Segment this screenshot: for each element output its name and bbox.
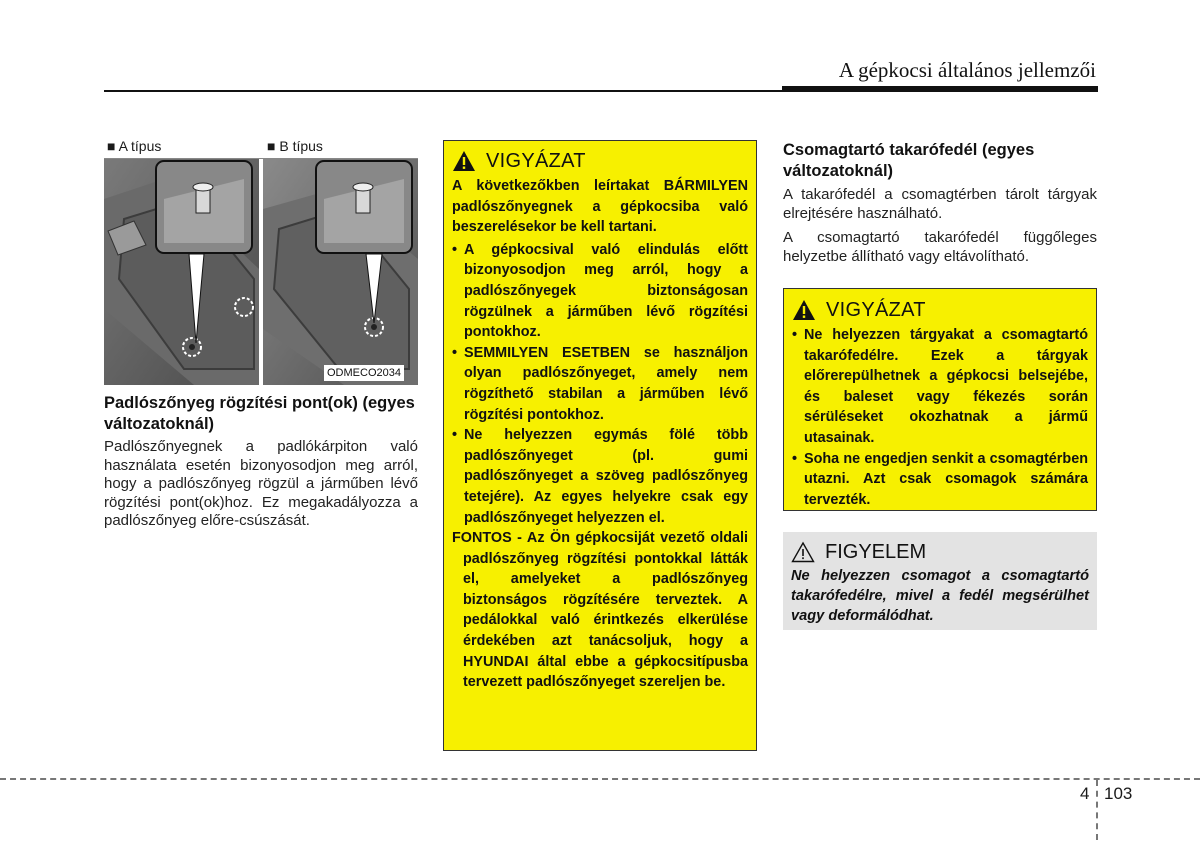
warning-intro: A következőkben leírtakat BÁRMILYEN padlószőnyegnek a gépkocsiba való beszerelésekor be kell tartani. — [452, 178, 748, 236]
cargo-cover-heading: Csomagtartó takarófedél (egyes változatoknál) — [783, 141, 1035, 180]
warning-bullet: • A gépkocsival való elindulás előtt bizonyosodjon meg arról, hogy a padlószőnyegek biztonságosan rögzülnek a járműben lévő rögzítési pontokhoz. — [452, 240, 748, 343]
warning-box-cargo-cover — [783, 288, 1097, 511]
page-number: 103 — [1104, 784, 1133, 803]
warning-content — [452, 176, 748, 693]
warning-important: FONTOS - Az Ön gépkocsiját vezető oldali padlószőnyeg rögzítési pontokkal látták el, amelyeket a padlószőnyeg biztonságos rögzítésére terveztek. A pedálokkal való érintkezés elkerülése érdekében azt tanácsoljuk, hogy a HYUNDAI által ebbe a gépkocsitípusba tervezett padlószőnyeget szereljen be. — [452, 530, 748, 691]
notice-box — [783, 532, 1097, 630]
warning-header — [452, 146, 748, 176]
cargo-cover-para1: A takarófedél a csomagtérben tárolt tárgyak elrejtésére használható. — [783, 186, 1097, 222]
page-header-title: A gépkocsi általános jellemzői — [838, 58, 1096, 82]
warning-box-floor-mat — [443, 140, 757, 751]
header-rule-thick — [782, 86, 1098, 92]
figure-code: ODMECO2034 — [324, 365, 404, 381]
notice-text: Ne helyezzen csomagot a csomagtartó takarófedélre, mivel a fedél megsérülhet vagy deformálódhat. — [791, 568, 1089, 624]
warning-bullet: • Soha ne engedjen senkit a csomagtérben utazni. Azt csak csomagok számára tervezték. — [792, 449, 1088, 511]
warning-content — [792, 325, 1088, 510]
warning-title: VIGYÁZAT — [826, 298, 926, 321]
warning-triangle-icon — [792, 299, 816, 321]
floor-mat-body: Padlószőnyegnek a padlókárpiton való használata esetén bizonyosodjon meg arról, hogy a padlószőnyeg rögzül a járműben lévő rögzítési pont(ok)hoz. Ez megakadályozza a padlószőnyeg előre-csúszását. — [104, 438, 418, 529]
figure-labels — [104, 138, 418, 158]
footer-divider — [0, 778, 1200, 780]
warning-bullet-text: Soha ne engedjen senkit a csomagtérben utazni. Azt csak csomagok számára tervezték. — [804, 450, 1088, 508]
warning-bullet: • Ne helyezzen egymás fölé több padlószőnyeget (pl. gumi padlószőnyeget a szöveg padlószőnyeg tetejére). Az egyes helyekre csak egy padlószőnyeget helyezzen el. — [452, 425, 748, 528]
notice-title: FIGYELEM — [825, 540, 927, 563]
notice-header — [791, 538, 1089, 566]
floor-mat-heading: Padlószőnyeg rögzítési pont(ok) (egyes változatoknál) — [104, 394, 415, 433]
footer-vertical-divider — [1096, 780, 1098, 840]
warning-bullet-text: SEMMILYEN ESETBEN se használjon olyan padlószőnyeget, amely nem rögzíthető stabilan a járműben lévő rögzítési pontokhoz. — [464, 344, 748, 423]
warning-bullet-text: Ne helyezzen egymás fölé több padlószőnyeget (pl. gumi padlószőnyeget a szöveg padlószőnyeg tetejére). Az egyes helyekre csak egy padlószőnyeget helyezzen el. — [464, 427, 748, 526]
floor-mat-illustration — [104, 159, 418, 385]
warning-header — [792, 295, 1088, 325]
chapter-number: 4 — [1080, 784, 1090, 803]
figure-label-b: ■ B típus — [267, 138, 323, 154]
figure-label-a: ■ A típus — [107, 138, 162, 154]
warning-title: VIGYÁZAT — [486, 149, 586, 172]
warning-bullet: • Ne helyezzen tárgyakat a csomagtartó takarófedélre. Ezek a tárgyak előrerepülhetnek a gépkocsi belsejébe, és baleset vagy fékezés során sérüléseket okozhatnak a jármű utasainak. — [792, 325, 1088, 449]
warning-bullet: • SEMMILYEN ESETBEN se használjon olyan padlószőnyeget, amely nem rögzíthető stabilan a járműben lévő rögzítési pontokhoz. — [452, 343, 748, 425]
warning-bullet-text: A gépkocsival való elindulás előtt bizonyosodjon meg arról, hogy a padlószőnyegek biztonságosan rögzülnek a járműben lévő rögzítési pontokhoz. — [464, 241, 748, 341]
header-rule — [104, 90, 782, 92]
cargo-cover-para2: A csomagtartó takarófedél függőleges helyzetbe állítható vagy eltávolítható. — [783, 229, 1097, 265]
warning-bullet-text: Ne helyezzen tárgyakat a csomagtartó takarófedélre. Ezek a tárgyak előrerepülhetnek a gépkocsi belsejébe, és baleset vagy fékezés során sérüléseket okozhatnak a jármű utasainak. — [804, 327, 1088, 446]
floor-mat-anchor-figure — [104, 158, 418, 385]
caution-triangle-icon — [791, 541, 815, 563]
warning-triangle-icon — [452, 150, 476, 172]
